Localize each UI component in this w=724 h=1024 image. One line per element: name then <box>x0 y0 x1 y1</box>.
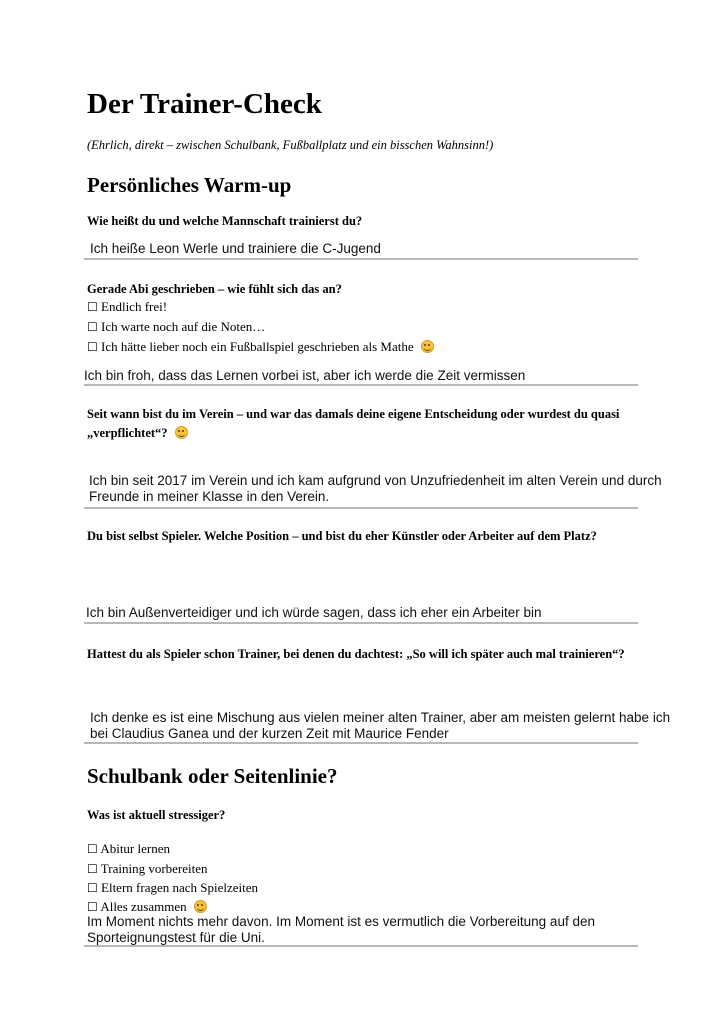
option-label: Eltern fragen nach Spielzeiten <box>101 880 259 895</box>
checkbox-option-eltern[interactable] <box>87 880 258 896</box>
checkbox-option-alles[interactable] <box>87 899 207 915</box>
checkbox-icon[interactable]: ☐ <box>87 862 98 876</box>
answer-underline <box>84 622 638 624</box>
option-label: Ich hätte lieber noch ein Fußballspiel geschrieben als Mathe <box>101 339 414 354</box>
grinning-sweat-emoji-icon <box>194 900 207 913</box>
section-heading-schulbank: Schulbank oder Seitenlinie? <box>87 764 338 788</box>
option-label: Ich warte noch auf die Noten… <box>101 319 266 334</box>
checkbox-icon[interactable]: ☐ <box>87 881 98 895</box>
checkbox-icon[interactable]: ☐ <box>87 320 98 334</box>
checkbox-option-fussballspiel[interactable] <box>87 339 434 355</box>
question-former-trainers: Hattest du als Spieler schon Trainer, bei denen du dachtest: „So will ich später auch mal trainieren“? <box>87 647 625 661</box>
checkbox-icon[interactable]: ☐ <box>87 842 98 856</box>
answer-field-former-trainers[interactable]: Ich denke es ist eine Mischung aus vielen meiner alten Trainer, aber am meisten gelernt habe ich bei Claudius Ganea und der kurzen Zeit mit Maurice Fender <box>90 710 671 741</box>
page-title: Der Trainer-Check <box>87 88 322 120</box>
checkbox-option-noten[interactable] <box>87 319 265 335</box>
grinning-sweat-emoji-icon <box>421 340 434 353</box>
section-heading-warmup: Persönliches Warm-up <box>87 173 292 197</box>
answer-underline <box>84 384 638 386</box>
option-label: Endlich frei! <box>101 299 168 314</box>
checkbox-option-training[interactable] <box>87 861 208 877</box>
answer-underline <box>84 742 638 744</box>
answer-field-position[interactable]: Ich bin Außenverteidiger und ich würde sagen, dass ich eher ein Arbeiter bin <box>86 605 542 620</box>
answer-field-name-team[interactable]: Ich heiße Leon Werle und trainiere die C-Jugend <box>90 241 381 256</box>
question-verein-since <box>87 405 647 443</box>
question-text: Seit wann bist du im Verein – und war das damals deine eigene Entscheidung oder wurdest du quasi „verpflichtet“? <box>87 407 620 440</box>
page-subtitle: (Ehrlich, direkt – zwischen Schulbank, Fußballplatz und ein bisschen Wahnsinn!) <box>87 138 494 152</box>
answer-underline <box>84 945 638 947</box>
question-name-team: Wie heißt du und welche Mannschaft trainierst du? <box>87 214 363 228</box>
answer-underline <box>84 507 638 509</box>
checkbox-icon[interactable]: ☐ <box>87 300 98 314</box>
option-label: Alles zusammen <box>100 899 187 914</box>
checkbox-option-abitur[interactable] <box>87 841 170 857</box>
checkbox-option-endlich-frei[interactable] <box>87 299 167 315</box>
question-position: Du bist selbst Spieler. Welche Position – und bist du eher Künstler oder Arbeiter auf dem Platz? <box>87 529 597 543</box>
option-label: Training vorbereiten <box>100 861 208 876</box>
checkbox-icon[interactable]: ☐ <box>87 340 98 354</box>
winking-emoji-icon <box>175 426 188 439</box>
answer-underline <box>84 258 638 260</box>
answer-field-verein-since[interactable]: Ich bin seit 2017 im Verein und ich kam aufgrund von Unzufriedenheit im alten Verein und durch Freunde in meiner Klasse in den Verein. <box>89 473 662 504</box>
question-stress: Was ist aktuell stressiger? <box>87 808 226 822</box>
option-label: Abitur lernen <box>100 841 170 856</box>
answer-field-stress[interactable]: Im Moment nichts mehr davon. Im Moment ist es vermutlich die Vorbereitung auf den Sporteignungstest für die Uni. <box>87 914 595 945</box>
answer-field-abi-feeling[interactable]: Ich bin froh, dass das Lernen vorbei ist, aber ich werde die Zeit vermissen <box>84 368 526 383</box>
question-abi-feeling: Gerade Abi geschrieben – wie fühlt sich das an? <box>87 282 342 296</box>
checkbox-icon[interactable]: ☐ <box>87 900 98 914</box>
